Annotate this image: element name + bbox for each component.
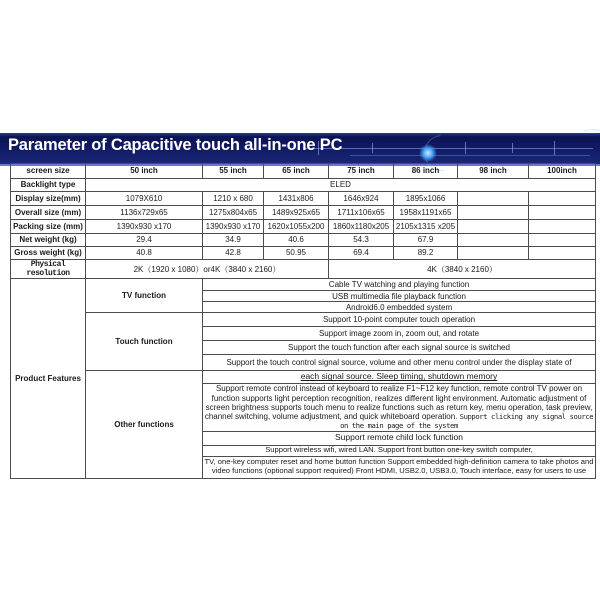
tv-feature-2: USB multimedia file playback function: [203, 291, 596, 302]
overall-size-row: [11, 206, 596, 220]
col-header-98-inch: 98 inch: [458, 164, 529, 179]
overall-size-98: [458, 206, 529, 220]
col-header-50-inch: 50 inch: [86, 164, 203, 179]
overall-size-100: [529, 206, 596, 220]
display-size-row: [11, 192, 596, 206]
paragraph-mono-text: Support clicking any signal source on the main page of the system: [340, 411, 594, 431]
row-label-backlight: Backlight type: [11, 179, 86, 192]
tv-function-row-1: [11, 279, 596, 291]
backlight-value: ELED: [86, 179, 596, 192]
backlight-row: [11, 179, 596, 192]
title-banner: [0, 133, 600, 166]
circuit-tick-decoration: [372, 143, 373, 153]
circuit-tick-decoration: [512, 143, 513, 153]
overall-size-75: 1711x106x65: [329, 206, 394, 220]
overall-size-65: 1489x925x65: [264, 206, 329, 220]
row-label-overall-size: Overall size (mm): [11, 206, 86, 220]
resolution-row: [11, 260, 596, 279]
packing-size-98: [458, 220, 529, 234]
display-size-100: [529, 192, 596, 206]
col-header-100-inch: 100inch: [529, 164, 596, 179]
packing-size-50: 1390x930 x170: [86, 220, 203, 234]
other-functions-row-1: [11, 371, 596, 384]
net-weight-98: [458, 234, 529, 247]
touch-feature-1: Support 10-point computer touch operation: [203, 313, 596, 327]
net-weight-100: [529, 234, 596, 247]
gross-weight-55: 42.8: [203, 247, 264, 260]
col-header-65-inch: 65 inch: [264, 164, 329, 179]
col-header-screen-size: screen size: [11, 164, 86, 179]
product-features-text: Product Features: [15, 373, 81, 383]
circuit-tick-decoration: [554, 141, 555, 155]
other-functions-label: Other functions: [86, 371, 203, 478]
resolution-4k: 4K（3840 x 2160）: [329, 260, 596, 279]
display-size-98: [458, 192, 529, 206]
circuit-tick-decoration: [465, 142, 466, 154]
tv-feature-3: Android6.0 embedded system: [203, 302, 596, 313]
net-weight-65: 40.6: [264, 234, 329, 247]
touch-feature-3: Support the touch function after each signal source is switched: [203, 341, 596, 355]
other-feature-4: Support wireless wifi, wired LAN. Support front button one-key switch computer,: [203, 445, 596, 456]
tv-function-label: TV function: [86, 279, 203, 313]
packing-size-55: 1390x930 x170: [203, 220, 264, 234]
packing-size-75: 1860x1180x205: [329, 220, 394, 234]
col-header-55-inch: 55 inch: [203, 164, 264, 179]
touch-feature-4: Support the touch control signal source, volume and other menu control under the display state of: [203, 355, 596, 371]
gross-weight-50: 40.8: [86, 247, 203, 260]
gross-weight-75: 69.4: [329, 247, 394, 260]
net-weight-86: 67.9: [394, 234, 458, 247]
gross-weight-86: 89.2: [394, 247, 458, 260]
paragraph-normal-text: Support remote control instead of keyboard to realize F1~F12 key function, remote control TV power on function supports light perception recognition, realizes different light environment. Automatic adjustment of screen brightness supports touch menu to realize functions such as return key, menu operation, task preview, channel switching, volume adjustment, and quick whiteboard operation.: [204, 384, 593, 421]
tv-feature-1: Cable TV watching and playing function: [203, 279, 596, 291]
header-row: [11, 164, 596, 179]
net-weight-55: 34.9: [203, 234, 264, 247]
display-size-50: 1079X610: [86, 192, 203, 206]
spec-table: [10, 163, 596, 479]
overall-size-50: 1136x729x65: [86, 206, 203, 220]
gross-weight-65: 50.95: [264, 247, 329, 260]
packing-size-row: [11, 220, 596, 234]
col-header-75-inch: 75 inch: [329, 164, 394, 179]
display-size-65: 1431x806: [264, 192, 329, 206]
net-weight-75: 54.3: [329, 234, 394, 247]
display-size-86: 1895x1066: [394, 192, 458, 206]
row-label-packing-size: Packing size (mm): [11, 220, 86, 234]
net-weight-50: 29.4: [86, 234, 203, 247]
packing-size-100: [529, 220, 596, 234]
overall-size-86: 1958x1191x65: [394, 206, 458, 220]
row-label-display-size: Display size(mm): [11, 192, 86, 206]
row-label-resolution: Physical resolution: [11, 260, 86, 279]
net-weight-row: [11, 234, 596, 247]
glow-dot-decoration: [419, 144, 437, 162]
row-label-net-weight: Net weight (kg): [11, 234, 86, 247]
row-label-gross-weight: Gross weight (kg): [11, 247, 86, 260]
gross-weight-100: [529, 247, 596, 260]
packing-size-65: 1620x1055x200: [264, 220, 329, 234]
touch-function-label: Touch function: [86, 313, 203, 371]
gross-weight-row: [11, 247, 596, 260]
touch-function-row-1: [11, 313, 596, 327]
col-header-86-inch: 86 inch: [394, 164, 458, 179]
resolution-2k-4k: 2K（1920 x 1080）or4K（3840 x 2160）: [86, 260, 329, 279]
other-feature-5: TV, one-key computer reset and home button function Support embedded high-definition camera to take photos and video functions (optional support required) Front HDMI, USB2.0, USB3.0, Touch interface, easy for users to use: [203, 456, 596, 478]
packing-size-86: 2105x1315 x205: [394, 220, 458, 234]
display-size-75: 1646x924: [329, 192, 394, 206]
overall-size-55: 1275x804x65: [203, 206, 264, 220]
display-size-55: 1210 x 680: [203, 192, 264, 206]
touch-feature-2: Support image zoom in, zoom out, and rotate: [203, 327, 596, 341]
other-feature-1-text: each signal source. Sleep timing, shutdown memory: [300, 371, 498, 382]
other-feature-paragraph: [203, 384, 596, 431]
gross-weight-98: [458, 247, 529, 260]
other-feature-1: [203, 371, 596, 384]
circuit-line-decoration: [350, 155, 590, 156]
product-features-label: [11, 279, 86, 478]
page-title: Parameter of Capacitive touch all-in-one PC: [8, 136, 343, 154]
other-feature-3: Support remote child lock function: [203, 431, 596, 445]
